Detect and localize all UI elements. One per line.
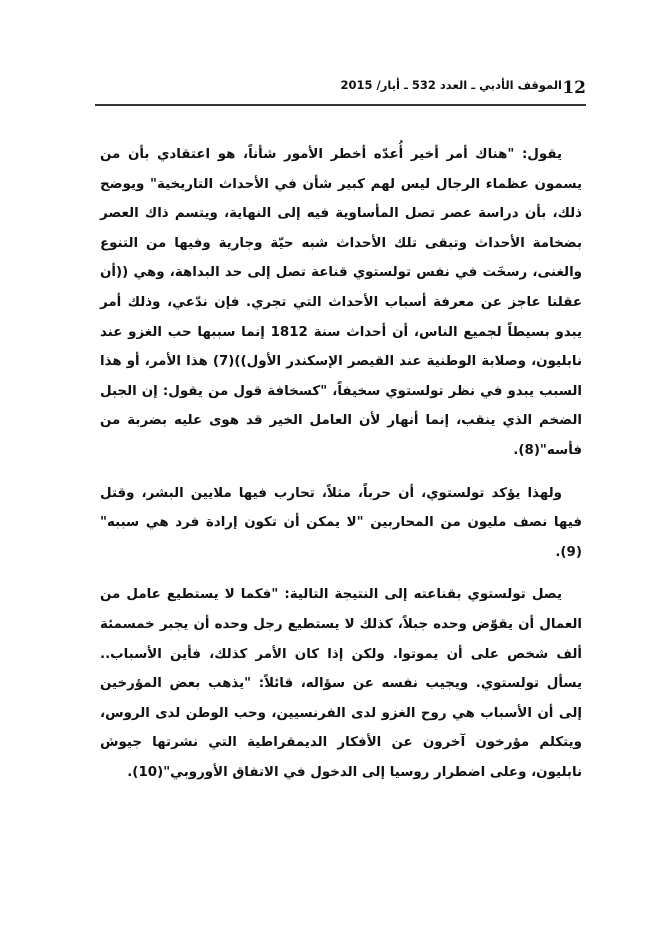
article-body <box>100 140 582 787</box>
paragraph-1: يقول: "هناك أمر أخير أُعدّه أخطر الأمور شأناً، هو اعتقادي بأن من يسمون عظماء الرجال ليس لهم كبير شأن في الأحداث التاريخية" ويوضح ذلك، بأن دراسة عصر تصل المأساوية فيه إلى النهاية، ويتسم ذاك العصر بضخامة الأحداث وتبقى تلك الأحداث شبه حيّة وجارية وفيها من التنوع والغنى، رسخَت في نفس تولستوي قناعة تصل إلى حد البداهة، وهي ((أن عقلنا عاجز عن معرفة أسباب الأحداث التي تجري. فإن ندّعي، وذلك أمر يبدو بسيطاً لجميع الناس، أن أحداث سنة 1812 إنما سببها حب الغزو عند نابليون، وصلابة الوطنية عند القيصر الإسكندر الأول))(7) هذا الأمر، أو هذا السبب يبدو في نظر تولستوي سخيفاً، "كسخافة قول من يقول: إن الجبل الضخم الذي ينقب، إنما أنهار لأن العامل الخير قد هوى عليه بضربة من فأسه"(8). <box>100 147 582 458</box>
page-header <box>95 70 586 106</box>
paragraph-2: ولهذا يؤكد تولستوي، أن حرباً، مثلاً، تحارب فيها ملايين البشر، وقتل فيها نصف مليون من المحاربين "لا يمكن أن تكون إرادة فرد هي سببه"(9). <box>100 485 582 560</box>
journal-info: الموقف الأدبي ـ العدد 532 ـ أيار/ 2015 <box>340 78 562 92</box>
paragraph-3: يصل تولستوي بقناعته إلى النتيجة التالية: "فكما لا يستطيع عامل من العمال أن يقوّض وحده جبلاً، كذلك لا يستطيع رجل وحده أن يجبر خمسمئة ألف شخص على أن يموتوا. ولكن إذا كان الأمر كذلك، فأين الأسباب.. يسأل تولستوي. ويجيب نفسه عن سؤاله، قائلاً: "يذهب بعض المؤرخين إلى أن الأسباب هي روح الغزو لدى الفرنسيين، وحب الوطن لدى الروس، ويتكلم مؤرخون آخرون عن الأفكار الديمقراطية التي نشرتها جيوش نابليون، وعلى اضطرار روسيا إلى الدخول في الاتفاق الأوروبي"(10). <box>100 587 582 780</box>
page-number: 12 <box>562 78 586 98</box>
